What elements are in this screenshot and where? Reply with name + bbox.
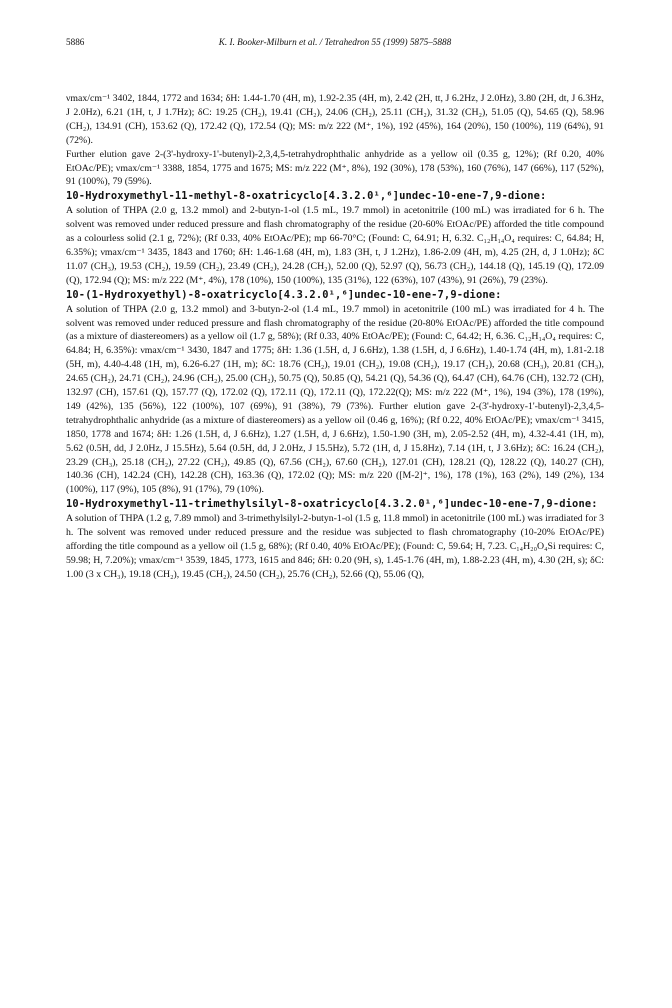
compound-heading: 10-(1-Hydroxyethyl)-8-oxatricyclo[4.3.2.0¹,⁶]undec-10-ene-7,9-dione: — [66, 288, 502, 301]
procedure-paragraph: A solution of THPA (1.2 g, 7.89 mmol) and 3-trimethylsilyl-2-butyn-1-ol (1.5 g, 11.8 mmol) in acetonitrile (100 mL) was irradiated for 3 h. The solvent was removed under reduced pressure and the residue was subjected to flash chromatography (10-20% EtOAc/PE) affording the title compound as a yellow oil (1.5 g, 68%); (Rf 0.40, 40% EtOAc/PE); (Found: C, 59.64; H, 7.23. C₁₄H₂₀O₄Si requires: C, 59.98; H, 7.20%); νmax/cm⁻¹ 3539, 1845, 1773, 1615 and 846; δH: 0.20 (9H, s), 1.45-1.76 (4H, m), 1.88-2.23 (4H, m), 4.30 (2H, s); δC: 1.00 (3 x CH₃), 19.18 (CH₂), 19.45 (CH₂), 24.50 (CH₂), 25.76 (CH₂), 52.66 (Q), 55.06 (Q), — [66, 513, 604, 580]
procedure-paragraph: A solution of THPA (2.0 g, 13.2 mmol) and 3-butyn-2-ol (1.4 mL, 19.7 mmol) in acetonitrile (100 mL) was irradiated for 4 h. The solvent was removed under reduced pressure and flash chromatography of the residue (20-80% EtOAc/PE) afforded the title compound (as a mixture of diastereomers) as a yellow oil (1.7 g, 58%); (Rf 0.33, 40% EtOAc/PE); (Found: C, 64.42; H, 6.36. C₁₂H₁₄O₄ requires: C, 64.84; H, 6.35%): νmax/cm⁻¹ 3430, 1847 and 1775; δH: 1.36 (1.5H, d, J 6.6Hz), 1.38 (1.5H, d, J 6.6Hz), 1.40-1.74 (4H, m), 1.81-2.18 (5H, m), 4.40-4.48 (1H, m), 6.26-6.27 (1H, m); δC: 18.76 (CH₂), 19.01 (CH₂), 19.08 (CH₂), 19.17 (CH₂), 20.68 (CH₃), 20.81 (CH₃), 24.65 (CH₂), 24.71 (CH₂), 24.96 (CH₂), 25.00 (CH₂), 50.75 (Q), 50.85 (Q), 54.21 (Q), 54.36 (Q), 64.47 (CH), 64.76 (CH), 132.72 (CH), 132.97 (CH), 157.61 (Q), 157.77 (Q), 172.02 (Q), 172.11 (Q), 172.11 (Q), 172.22(Q); MS: m/z 222 (M⁺, 1%), 194 (3%), 178 (19%), 149 (42%), 135 (56%), 122 (100%), 107 (69%), 91 (38%), 79 (73%). Further elution gave 2-(3'-hydroxy-1'-butenyl)-2,3,4,5-tetrahydrophthalic anhydride (as a mixture of diastereomers) as a yellow oil (0.46 g, 16%); (Rf 0.22, 40% EtOAc/PE); νmax/cm⁻¹ 3415, 1850, 1778 and 1674; δH: 1.26 (1.5H, d, J 6.6Hz), 1.27 (1.5H, d, J 6.6Hz), 1.50-1.90 (3H, m), 2.05-2.52 (4H, m), 4.32-4.41 (1H, m), 5.62 (0.5H, dd, J 2.0Hz, J 15.5Hz), 5.64 (0.5H, dd, J 2.0Hz, J 15.5Hz), 5.72 (1H, d, J 15.8Hz), 7.14 (1H, t, J 3.6Hz); δC: 16.24 (CH₂), 23.29 (CH₃), 25.18 (CH₂), 27.22 (CH₂), 49.85 (Q), 67.56 (CH₂), 67.60 (CH₂), 127.01 (CH), 128.21 (Q), 128.22 (Q), 140.27 (CH), 140.36 (CH), 142.24 (CH), 142.28 (CH), 163.36 (Q), 172.02 (Q); MS: m/z 220 ([M-2]⁺, 1%), 178 (1%), 163 (2%), 149 (2%), 134 (100%), 117 (9%), 105 (8%), 91 (17%), 79 (10%). — [66, 303, 604, 496]
compound-heading: 10-Hydroxymethyl-11-trimethylsilyl-8-oxatricyclo[4.3.2.0¹,⁶]undec-10-ene-7,9-dione: — [66, 498, 598, 511]
further-elution-paragraph: Further elution gave 2-(3'-hydroxy-1'-butenyl)-2,3,4,5-tetrahydrophthalic anhydride as a yellow oil (0.35 g, 12%); (Rf 0.20, 40% EtOAc/PE); νmax/cm⁻¹ 3388, 1854, 1775 and 1675; MS: m/z 222 (M⁺, 8%), 192 (30%), 178 (53%), 160 (76%), 147 (66%), 117 (52%), 91 (100%), 79 (59%). — [66, 148, 604, 188]
spectral-data-paragraph: νmax/cm⁻¹ 3402, 1844, 1772 and 1634; δH: 1.44-1.70 (4H, m), 1.92-2.35 (4H, m), 2.42 (2H, tt, J 6.2Hz, J 2.0Hz), 3.80 (2H, dt, J 6.3Hz, J 2.0Hz), 6.21 (1H, t, J 1.7Hz); δC: 19.25 (CH₂), 19.41 (CH₂), 24.06 (CH₂), 25.11 (CH₂), 31.32 (CH₂), 51.05 (Q), 54.65 (Q), 58.96 (CH₂), 134.91 (CH), 153.62 (Q), 172.42 (Q), 172.54 (Q); MS: m/z 222 (M⁺, 1%), 192 (45%), 164 (20%), 150 (100%), 119 (64%), 91 (72%). — [66, 93, 604, 146]
compound-heading: 10-Hydroxymethyl-11-methyl-8-oxatricyclo[4.3.2.0¹,⁶]undec-10-ene-7,9-dione: — [66, 190, 547, 203]
page-number: 5886 — [66, 37, 85, 47]
running-header — [66, 36, 604, 56]
procedure-paragraph: A solution of THPA (2.0 g, 13.2 mmol) and 2-butyn-1-ol (1.5 mL, 19.7 mmol) in acetonitrile (100 mL) was irradiated for 6 h. The solvent was removed under reduced pressure and flash chromatography of the residue (20-60% EtOAc/PE) afforded the title compound as a colourless solid (2.1 g, 72%); (Rf 0.33, 40% EtOAc/PE); mp 66-70°C; (Found: C, 64.91; H, 6.32. C₁₂H₁₄O₄ requires: C, 64.84; H, 6.35%); νmax/cm⁻¹ 3435, 1843 and 1760; δH: 1.46-1.68 (4H, m), 1.83 (3H, t, J 1.2Hz), 1.86-2.09 (4H, m), 4.25 (2H, d, J 1.0Hz); δC 11.07 (CH₃), 19.53 (CH₂), 19.59 (CH₂), 23.49 (CH₂), 24.28 (CH₂), 52.00 (Q), 52.97 (Q), 56.73 (CH₂), 144.18 (Q), 145.19 (Q), 172.09 (Q), 172.94 (Q); MS: m/z 222 (M⁺, 4%), 178 (10%), 150 (100%), 135 (31%), 122 (63%), 107 (43%), 91 (26%), 79 (23%). — [66, 205, 604, 286]
journal-reference: K. I. Booker-Milburn et al. / Tetrahedron 55 (1999) 5875–5888 — [218, 37, 452, 47]
experimental-body — [66, 92, 604, 582]
